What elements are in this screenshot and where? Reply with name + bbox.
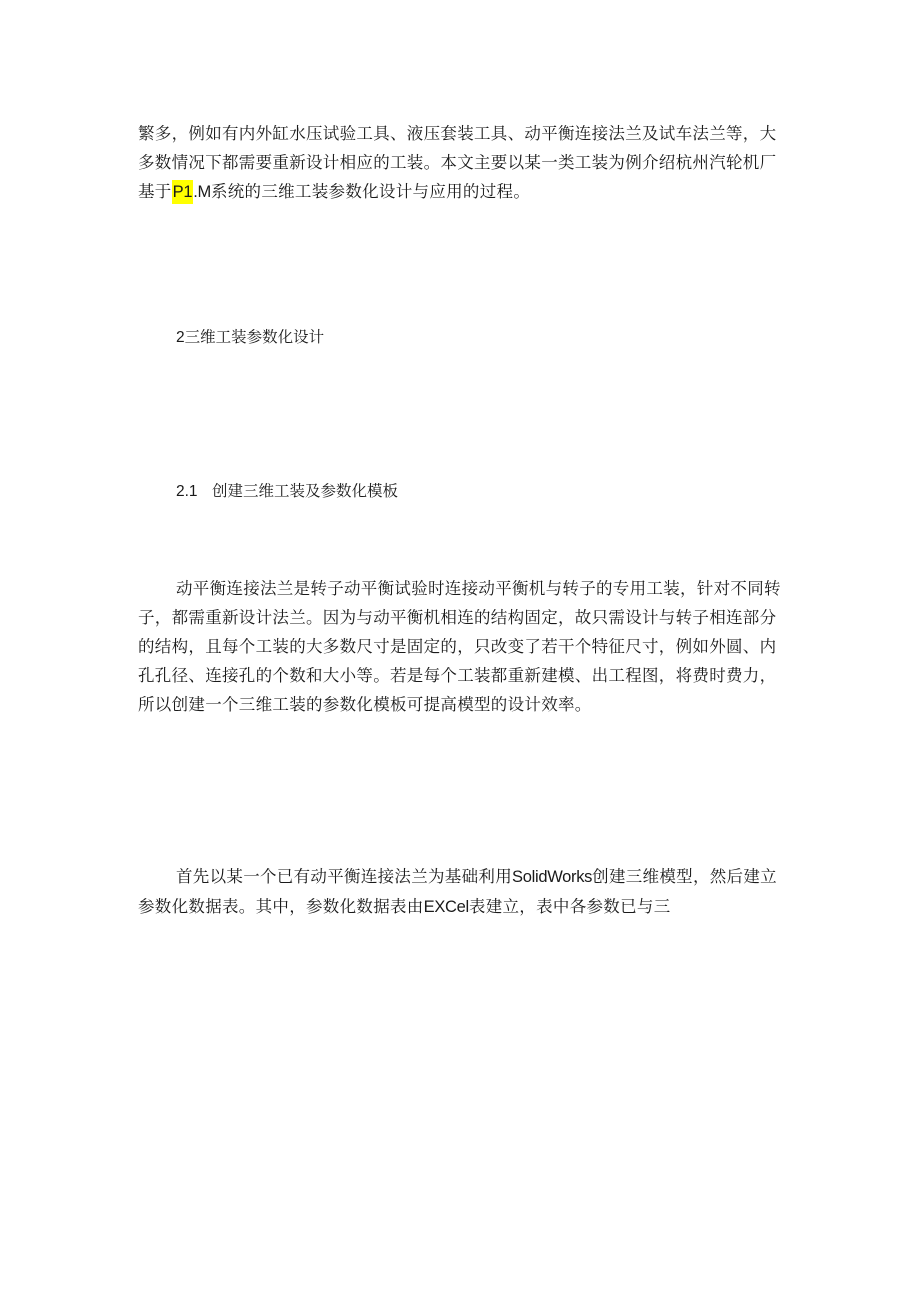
intro-line-1: 繁多，例如有内外缸水压试验工具、液压套装工具、动平衡连接法兰及试车法兰等，大 [138, 124, 777, 143]
intro-line-3-prefix: 基于 [138, 182, 172, 201]
flange-paragraph [138, 574, 788, 719]
section-2-heading [176, 326, 324, 349]
model-line-2 [138, 892, 788, 922]
flange-line-4: 孔孔径、连接孔的个数和大小等。若是每个工装都重新建模、出工程图，将费时费力， [138, 666, 777, 685]
section-2-title: 三维工装参数化设计 [184, 328, 325, 346]
flange-line-5: 所以创建一个三维工装的参数化模板可提高模型的设计效率。 [138, 695, 592, 714]
section-2-1-heading [176, 480, 398, 503]
excel-name: EXCel [423, 898, 469, 916]
section-2-number: 2 [176, 329, 185, 346]
model-line-2-prefix: 参数化数据表。其中，参数化数据表由 [138, 897, 424, 916]
highlighted-text: P1 [172, 180, 194, 204]
model-line-1 [138, 862, 788, 892]
flange-line-3: 的结构，且每个工装的大多数尺寸是固定的，只改变了若干个特征尺寸，例如外圆、内 [138, 637, 777, 656]
software-name: SolidWorks [512, 868, 593, 886]
intro-paragraph [138, 119, 788, 207]
intro-line-2: 多数情况下都需要重新设计相应的工装。本文主要以某一类工装为例介绍杭州汽轮机厂 [138, 153, 777, 172]
model-line-1-suffix: 创建三维模型，然后建立 [592, 867, 777, 886]
section-2-1-title: 创建三维工装及参数化模板 [212, 482, 399, 500]
model-line-2-suffix: 表建立，表中各参数已与三 [468, 897, 671, 916]
flange-line-2: 子，都需重新设计法兰。因为与动平衡机相连的结构固定，故只需设计与转子相连部分 [138, 608, 777, 627]
model-paragraph [138, 862, 788, 922]
model-line-1-prefix: 首先以某一个已有动平衡连接法兰为基础利用 [176, 867, 512, 886]
intro-line-3 [138, 177, 788, 207]
system-code: .M [193, 183, 211, 201]
section-2-1-number: 2.1 [176, 483, 198, 500]
flange-line-1: 动平衡连接法兰是转子动平衡试验时连接动平衡机与转子的专用工装，针对不同转 [176, 579, 781, 598]
intro-line-3-suffix: 系统的三维工装参数化设计与应用的过程。 [210, 182, 531, 201]
